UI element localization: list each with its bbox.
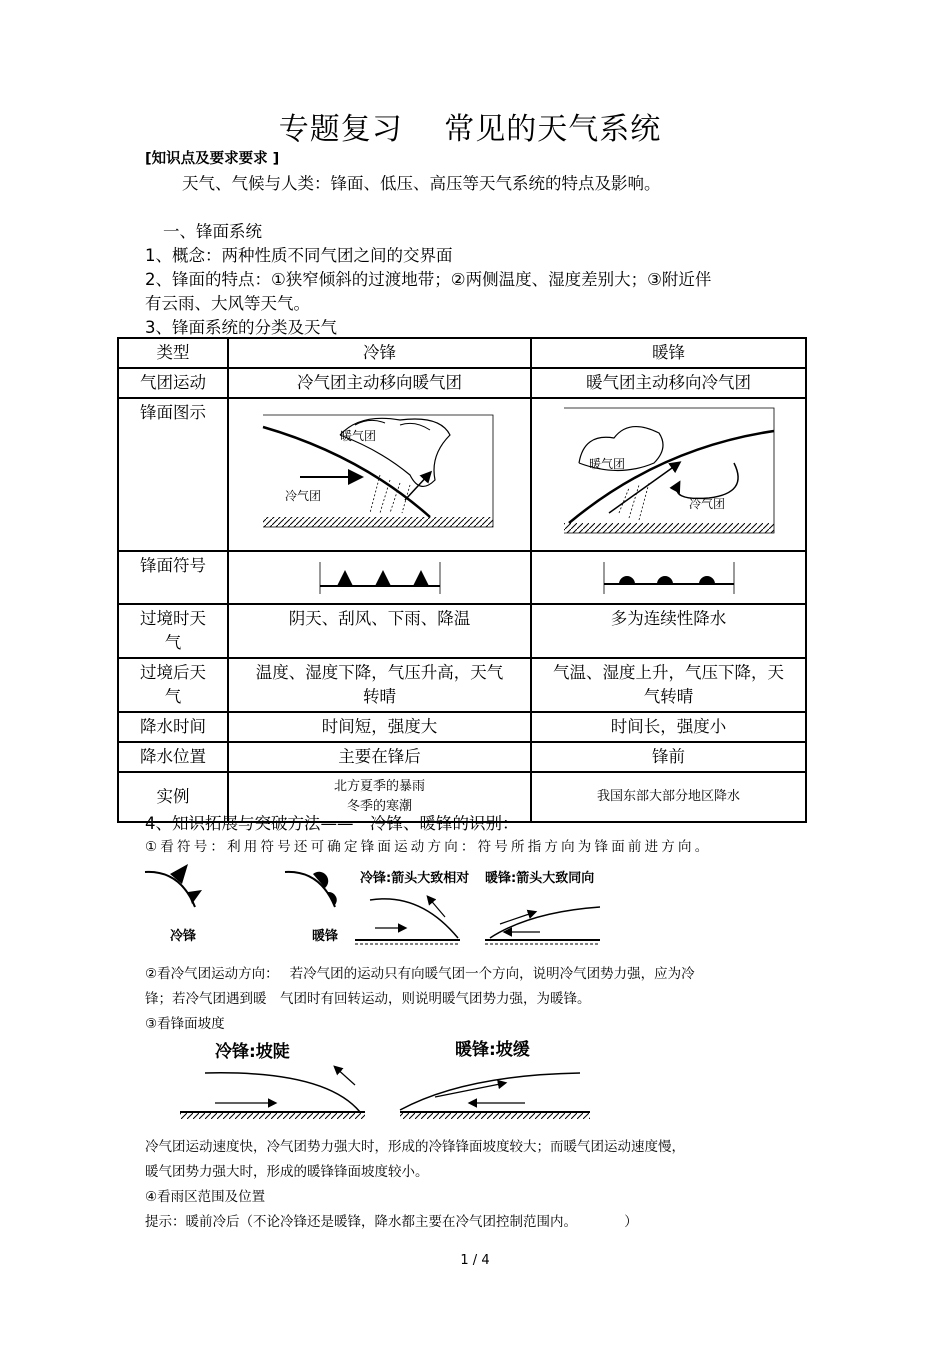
table-cell: 过境后天气 xyxy=(118,658,228,712)
table-cell xyxy=(531,551,806,604)
requirements-text: 天气、气候与人类：锋面、低压、高压等天气系统的特点及影响。 xyxy=(182,174,661,193)
cold-front-label: 冷锋 xyxy=(170,929,197,944)
table-cell: 类型 xyxy=(118,338,228,368)
example-line: 北方夏季的暴雨 xyxy=(333,779,425,794)
table-cell: 暖锋 xyxy=(531,338,806,368)
table-cell: 气温、湿度上升，气压下降，天气转晴 xyxy=(531,658,806,712)
cold-front-diagram-cell xyxy=(228,398,531,551)
warm-air-label: 暖气团 xyxy=(339,429,376,443)
page-number: 1 / 4 xyxy=(460,1253,490,1268)
method-4: ④看雨区范围及位置 xyxy=(145,1189,266,1205)
table-cell: 阴天、刮风、下雨、降温 xyxy=(228,604,531,658)
page-title: 专题复习 常见的天气系统 xyxy=(278,112,662,147)
table-cell: 多为连续性降水 xyxy=(531,604,806,658)
warm-front-caption: 暖锋:箭头大致同向 xyxy=(485,871,595,886)
method-2-line-1: ②看冷气团运动方向： 若冷气团的运动只有向暖气团一个方向，说明冷气团势力强，应为冷 xyxy=(145,966,695,982)
table-cell: 降水时间 xyxy=(118,712,228,742)
cold-front-caption: 冷锋:箭头大致相对 xyxy=(360,871,470,886)
table-row xyxy=(118,368,806,398)
front-symbol-figure xyxy=(140,862,620,952)
table-row xyxy=(118,551,806,604)
table-cell: 锋面图示 xyxy=(118,398,228,551)
table-cell: 实例 xyxy=(118,772,228,822)
warm-front-diagram xyxy=(559,403,779,543)
table-cell: 暖气团主动移向冷气团 xyxy=(531,368,806,398)
table-cell: 时间短，强度大 xyxy=(228,712,531,742)
table-cell: 锋前 xyxy=(531,742,806,772)
table-cell: 时间长，强度小 xyxy=(531,712,806,742)
method-1: ①看符号：利用符号还可确定锋面运动方向：符号所指方向为锋面前进方向。 xyxy=(145,839,712,855)
table-cell: 冷锋 xyxy=(228,338,531,368)
table-cell: 过境时天气 xyxy=(118,604,228,658)
section-heading: 一、锋面系统 xyxy=(163,222,262,241)
front-table xyxy=(117,337,807,823)
table-cell: 主要在锋后 xyxy=(228,742,531,772)
table-cell: 我国东部大部分地区降水 xyxy=(531,772,806,822)
paragraph-identification: 4、知识拓展与突破方法—— 冷锋、暖锋的识别： xyxy=(145,814,519,833)
method-2-line-2: 锋；若冷气团遇到暖 气团时有回转运动，则说明暖气团势力强，为暖锋。 xyxy=(145,991,591,1007)
slope-explanation-2: 暖气团势力强大时，形成的暖锋锋面坡度较小。 xyxy=(145,1164,429,1180)
paragraph-features-1: 2、锋面的特点：①狭窄倾斜的过渡地带；②两侧温度、湿度差别大；③附近伴 xyxy=(145,270,712,289)
slope-explanation-1: 冷气团运动速度快，冷气团势力强大时，形成的冷锋锋面坡度较大；而暖气团运动速度慢， xyxy=(145,1139,685,1155)
table-row xyxy=(118,658,806,712)
paragraph-classification: 3、锋面系统的分类及天气 xyxy=(145,318,337,337)
table-cell: 锋面符号 xyxy=(118,551,228,604)
warm-air-label: 暖气团 xyxy=(588,457,625,471)
warm-front-gentle-label: 暖锋:坡缓 xyxy=(455,1040,530,1060)
cold-front-diagram xyxy=(260,405,500,541)
method-4-tip: 提示：暖前冷后（不论冷锋还是暖锋，降水都主要在冷气团控制范围内。 ） xyxy=(145,1214,638,1230)
example-line: 冬季的寒潮 xyxy=(346,799,412,814)
table-row xyxy=(118,398,806,551)
warm-front-label: 暖锋 xyxy=(312,929,339,944)
paragraph-concept: 1、概念：两种性质不同气团之间的交界面 xyxy=(145,246,453,265)
cold-front-steep-label: 冷锋:坡陡 xyxy=(215,1042,290,1062)
paragraph-features-2: 有云雨、大风等天气。 xyxy=(145,294,310,313)
table-row xyxy=(118,712,806,742)
table-cell xyxy=(228,551,531,604)
front-slope-figure xyxy=(175,1035,595,1125)
table-cell: 温度、湿度下降，气压升高，天气转晴 xyxy=(228,658,531,712)
table-row xyxy=(118,338,806,368)
cold-front-symbol-icon xyxy=(315,560,445,596)
cold-air-label: 冷气团 xyxy=(688,497,725,511)
warm-front-symbol-icon xyxy=(599,560,739,596)
table-cell: 冷气团主动移向暖气团 xyxy=(228,368,531,398)
cold-air-label: 冷气团 xyxy=(284,489,321,503)
method-3: ③看锋面坡度 xyxy=(145,1016,225,1032)
table-cell: 气团运动 xyxy=(118,368,228,398)
table-row xyxy=(118,604,806,658)
table-row xyxy=(118,742,806,772)
requirements-heading: [知识点及要求要求 ] xyxy=(145,151,280,167)
warm-front-diagram-cell xyxy=(531,398,806,551)
table-cell: 降水位置 xyxy=(118,742,228,772)
